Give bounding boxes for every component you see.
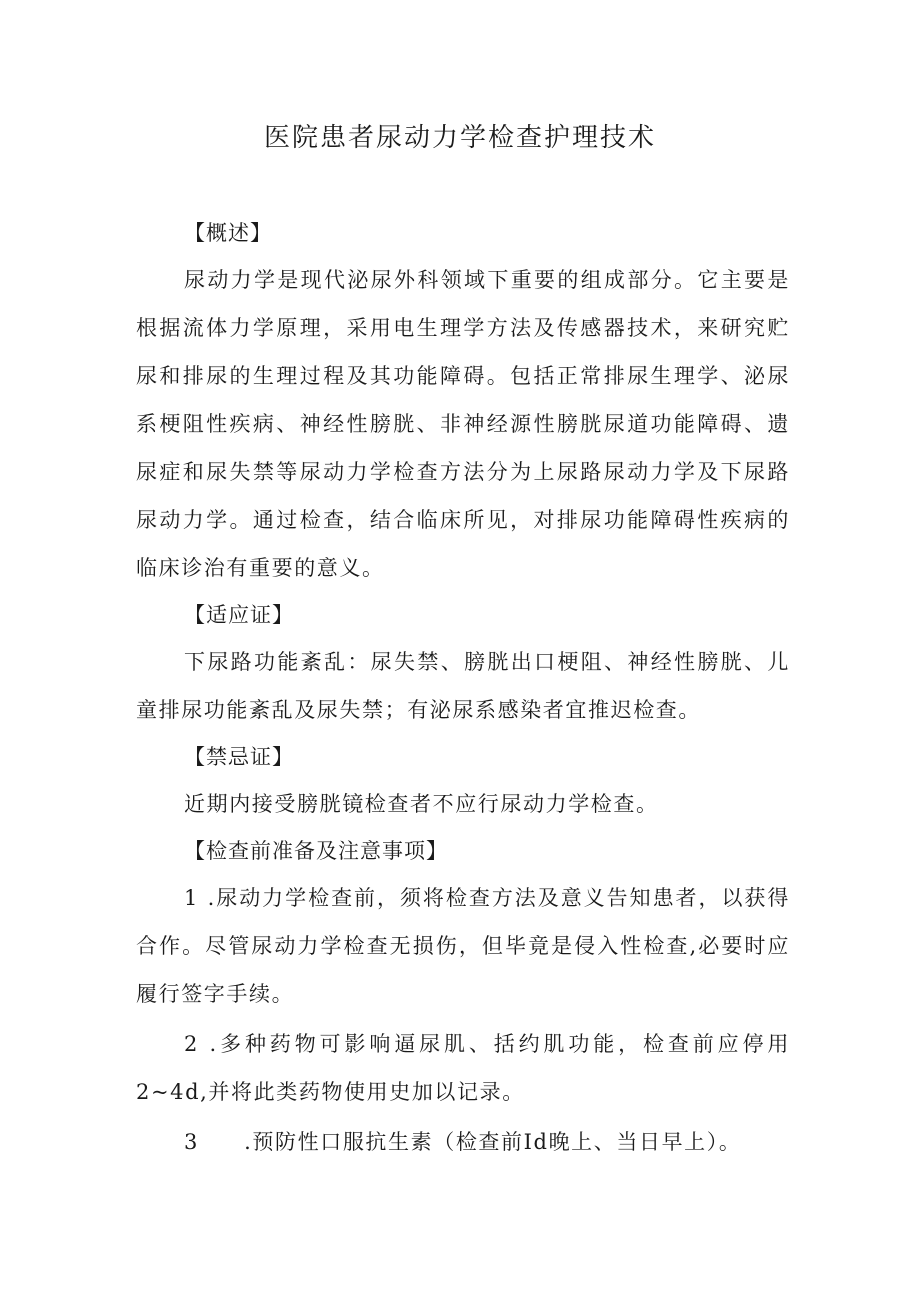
preparation-item-3: 3 .预防性口服抗生素（检查前Id晚上、当日早上）。 xyxy=(184,1130,742,1154)
section-heading-contraindications: 【禁忌证】 xyxy=(184,745,294,769)
section-heading-preparation: 【检查前准备及注意事项】 xyxy=(184,839,448,863)
section-heading-indications: 【适应证】 xyxy=(184,603,294,627)
preparation-item-2: 2 .多种药物可影响逼尿肌、括约肌功能，检查前应停用2~4d,并将此类药物使用史加以记录。 xyxy=(136,1032,790,1104)
preparation-item-1: 1 .尿动力学检查前，须将检查方法及意义告知患者，以获得合作。尽管尿动力学检查无损伤，但毕竟是侵入性检查,必要时应履行签字手续。 xyxy=(136,886,790,1006)
document-body xyxy=(136,210,790,1166)
indications-paragraph: 下尿路功能紊乱：尿失禁、膀胱出口梗阻、神经性膀胱、儿童排尿功能紊乱及尿失禁；有泌尿系感染者宜推迟检查。 xyxy=(136,650,790,722)
contraindications-paragraph: 近期内接受膀胱镜检查者不应行尿动力学检查。 xyxy=(184,792,659,816)
overview-paragraph: 尿动力学是现代泌尿外科领域下重要的组成部分。它主要是根据流体力学原理，采用电生理学方法及传感器技术，来研究贮尿和排尿的生理过程及其功能障碍。包括正常排尿生理学、泌尿系梗阻性疾病、神经性膀胱、非神经源性膀胱尿道功能障碍、遗尿症和尿失禁等尿动力学检查方法分为上尿路尿动力学及下尿路尿动力学。通过检查，结合临床所见，对排尿功能障碍性疾病的临床诊治有重要的意义。 xyxy=(136,268,790,580)
section-heading-overview: 【概述】 xyxy=(184,221,272,245)
document-title: 医院患者尿动力学检查护理技术 xyxy=(263,123,656,153)
